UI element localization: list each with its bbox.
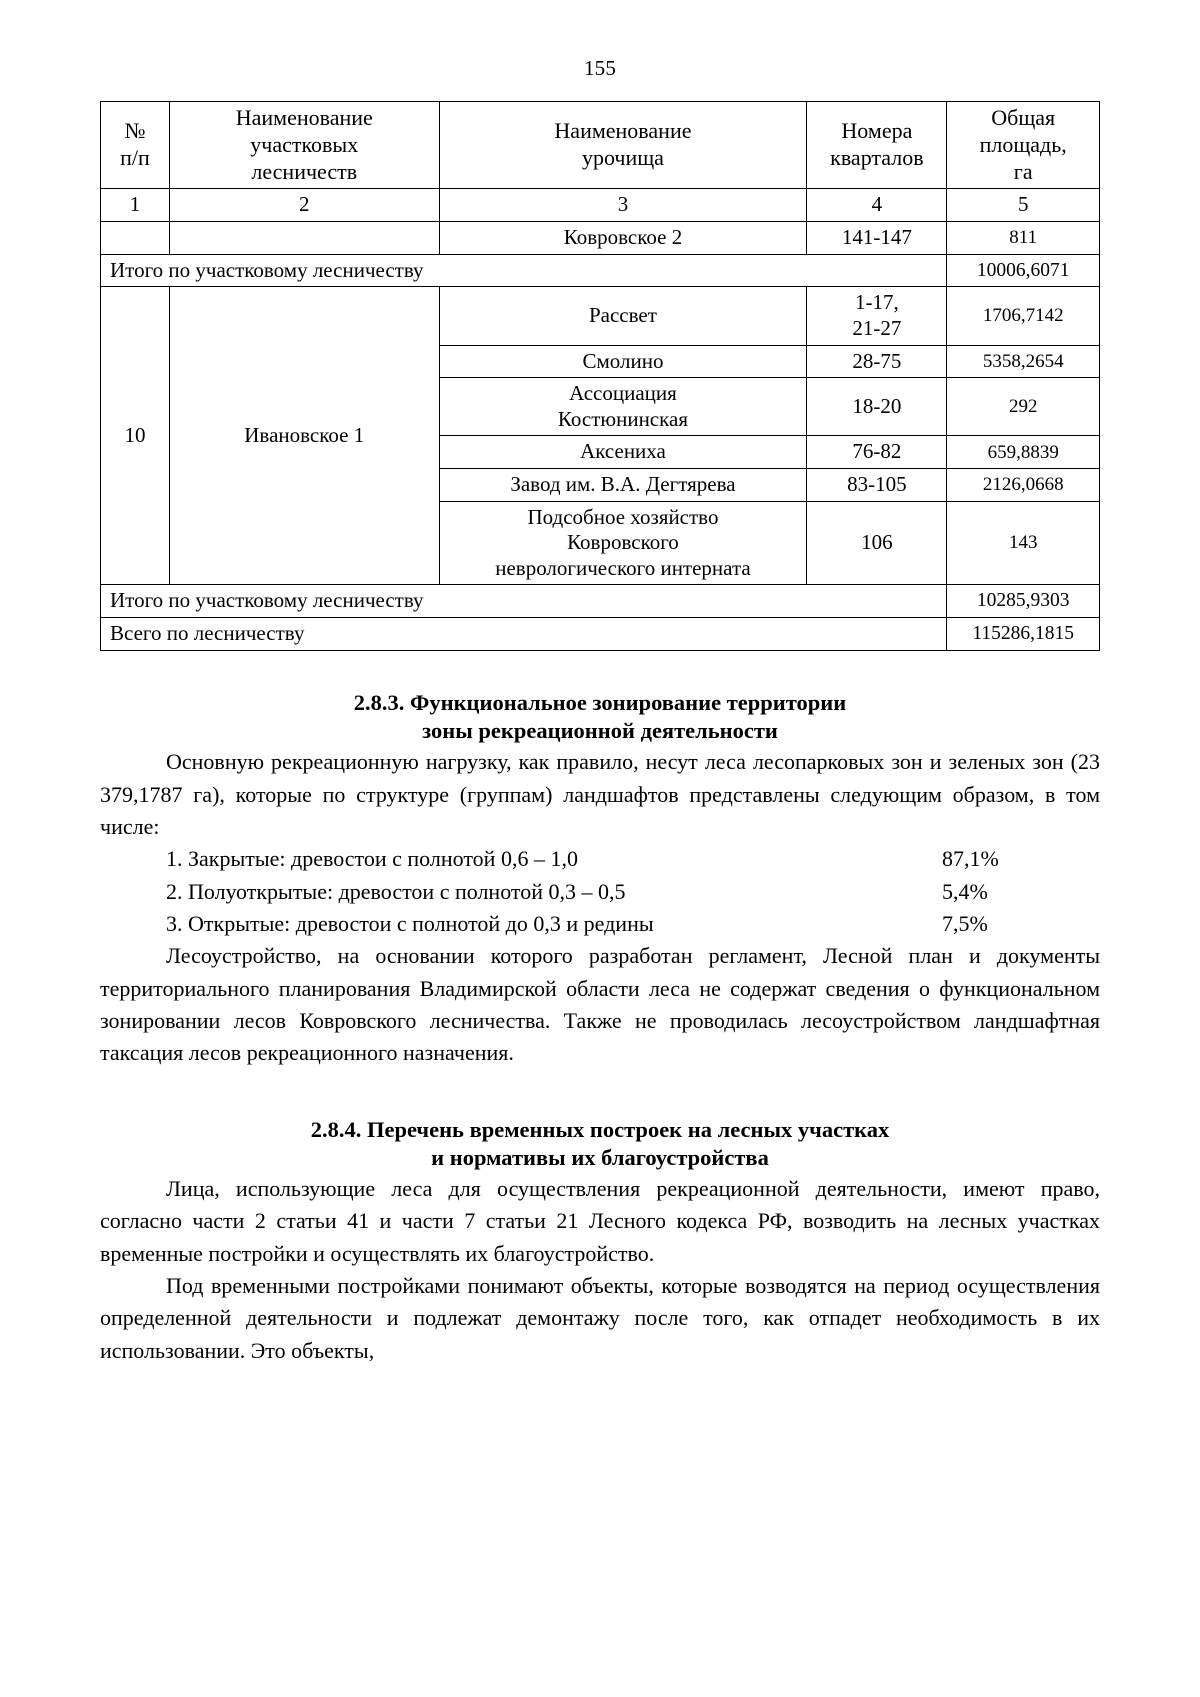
list-item-percent: 7,5% [942, 910, 988, 936]
cell-ploshchad: 292 [947, 378, 1100, 436]
section-284-heading [100, 1116, 1100, 1174]
cell-uchastkovoe [169, 222, 439, 255]
list-item-percent: 87,1% [942, 846, 999, 872]
header-uch-line1: Наименование [235, 105, 373, 130]
section-283-paragraph-1: Основную рекреационную нагрузку, как правило, несут леса лесопарковых зон и зеленых зон (23 379,1787 га), которые по структуре (группам) ландшафтов представлены следующим образом, в том числе: [100, 749, 1100, 839]
header-cell-uchastkovye [169, 102, 439, 189]
urochishche-line1: Ассоциация [569, 381, 677, 406]
list-item [100, 908, 1100, 940]
cell-no [101, 222, 170, 255]
urochishche-line3: неврологического интерната [495, 555, 751, 580]
list-item-label: 1. Закрытые: древостои с полнотой 0,6 – 1,0 [166, 846, 578, 872]
cell-ploshchad: 659,8839 [947, 436, 1100, 469]
cell-ploshchad: 5358,2654 [947, 345, 1100, 378]
table-grand-total-row [101, 618, 1100, 651]
table-row [101, 222, 1100, 255]
table-total-row [101, 254, 1100, 287]
total-value: 10285,9303 [947, 585, 1100, 618]
total-label: Итого по участковому лесничеству [101, 254, 947, 287]
header-cell-urochishche [439, 102, 807, 189]
urochishche-line2: Ковровского [567, 530, 679, 555]
kvartaly-line2: 21-27 [852, 315, 902, 340]
cell-kvartaly [807, 287, 947, 345]
header-cell-no [101, 102, 170, 189]
col-number-2: 2 [169, 189, 439, 222]
cell-ploshchad: 811 [947, 222, 1100, 255]
col-number-5: 5 [947, 189, 1100, 222]
cell-ploshchad: 143 [947, 501, 1100, 585]
col-number-1: 1 [101, 189, 170, 222]
cell-group-no: 10 [101, 287, 170, 585]
urochishche-line1: Подсобное хозяйство [527, 504, 719, 529]
header-cell-kvartaly [807, 102, 947, 189]
cell-urochishche: Рассвет [439, 287, 807, 345]
cell-urochishche: Ковровское 2 [439, 222, 807, 255]
section-284-heading-line2: и нормативы их благоустройства [431, 1145, 769, 1171]
cell-urochishche [439, 378, 807, 436]
header-uroch-line1: Наименование [554, 118, 692, 144]
grand-total-value: 115286,1815 [947, 618, 1100, 651]
section-283-heading-line2: зоны рекреационной деятельности [422, 718, 778, 744]
header-kvart-line2: кварталов [830, 145, 924, 171]
cell-kvartaly: 28-75 [807, 345, 947, 378]
total-value: 10006,6071 [947, 254, 1100, 287]
list-item-label: 2. Полуоткрытые: древостои с полнотой 0,3 – 0,5 [166, 878, 626, 904]
header-kvart-line1: Номера [841, 118, 913, 144]
cell-kvartaly: 83-105 [807, 468, 947, 501]
table-total-row [101, 585, 1100, 618]
total-label: Итого по участковому лесничеству [101, 585, 947, 618]
list-item-percent: 5,4% [942, 878, 988, 904]
section-284-paragraph-1: Лица, использующие леса для осуществления рекреационной деятельности, имеют право, согласно части 2 статьи 41 и части 7 статьи 21 Лесного кодекса РФ, возводить на лесных участках временные постройки и осуществлять их благоустройство. [100, 1176, 1100, 1266]
header-plosh-line1: Общая [991, 105, 1056, 130]
kvartaly-line1: 1-17, [855, 290, 899, 315]
list-item-label: 3. Открытые: древостои с полнотой до 0,3 и редины [166, 910, 654, 936]
header-no-line1: № [124, 118, 146, 144]
header-plosh-line2: площадь, [979, 131, 1067, 157]
cell-ploshchad: 2126,0668 [947, 468, 1100, 501]
cell-urochishche: Завод им. В.А. Дегтярева [439, 468, 807, 501]
header-uch-line2: участковых [250, 131, 359, 157]
section-283-paragraph-2: Лесоустройство, на основании которого разработан регламент, Лесной план и документы территориального планирования Владимирской области леса не содержат сведения о функциональном зонировании лесов Ковровского лесничества. Также не проводилась лесоустройством ландшафтная таксация лесов рекреационного назначения. [100, 943, 1100, 1066]
cell-group-uchastkovoe: Ивановское 1 [169, 287, 439, 585]
page-number: 155 [583, 56, 617, 80]
landscape-groups-list [100, 843, 1100, 940]
col-number-4: 4 [807, 189, 947, 222]
section-284-heading-line1: 2.8.4. Перечень временных построек на лесных участках [310, 1116, 890, 1142]
table-header-row [101, 102, 1100, 189]
col-number-3: 3 [439, 189, 807, 222]
cell-urochishche: Смолино [439, 345, 807, 378]
section-283-heading-line1: 2.8.3. Функциональное зонирование территории [353, 689, 847, 715]
cell-kvartaly: 141-147 [807, 222, 947, 255]
cell-kvartaly: 106 [807, 501, 947, 585]
cell-urochishche [439, 501, 807, 585]
header-cell-ploshchad [947, 102, 1100, 189]
cell-ploshchad: 1706,7142 [947, 287, 1100, 345]
section-284-paragraph-2: Под временными постройками понимают объекты, которые возводятся на период осуществления определенной деятельности и подлежат демонтажу после того, как отпадет необходимость в их использовании. Это объекты, [100, 1273, 1100, 1363]
section-283-heading [100, 689, 1100, 747]
header-plosh-line3: га [1013, 158, 1033, 184]
header-uch-line3: лесничеств [251, 158, 358, 184]
list-item [100, 876, 1100, 908]
grand-total-label: Всего по лесничеству [101, 618, 947, 651]
header-uroch-line2: урочища [581, 145, 664, 171]
cell-urochishche: Аксениха [439, 436, 807, 469]
forestry-areas-table [100, 101, 1100, 651]
cell-kvartaly: 18-20 [807, 378, 947, 436]
urochishche-line2: Костюнинская [557, 406, 688, 431]
header-no-line2: п/п [120, 145, 150, 171]
list-item [100, 843, 1100, 875]
table-column-number-row [101, 189, 1100, 222]
cell-kvartaly: 76-82 [807, 436, 947, 469]
table-row [101, 287, 1100, 345]
